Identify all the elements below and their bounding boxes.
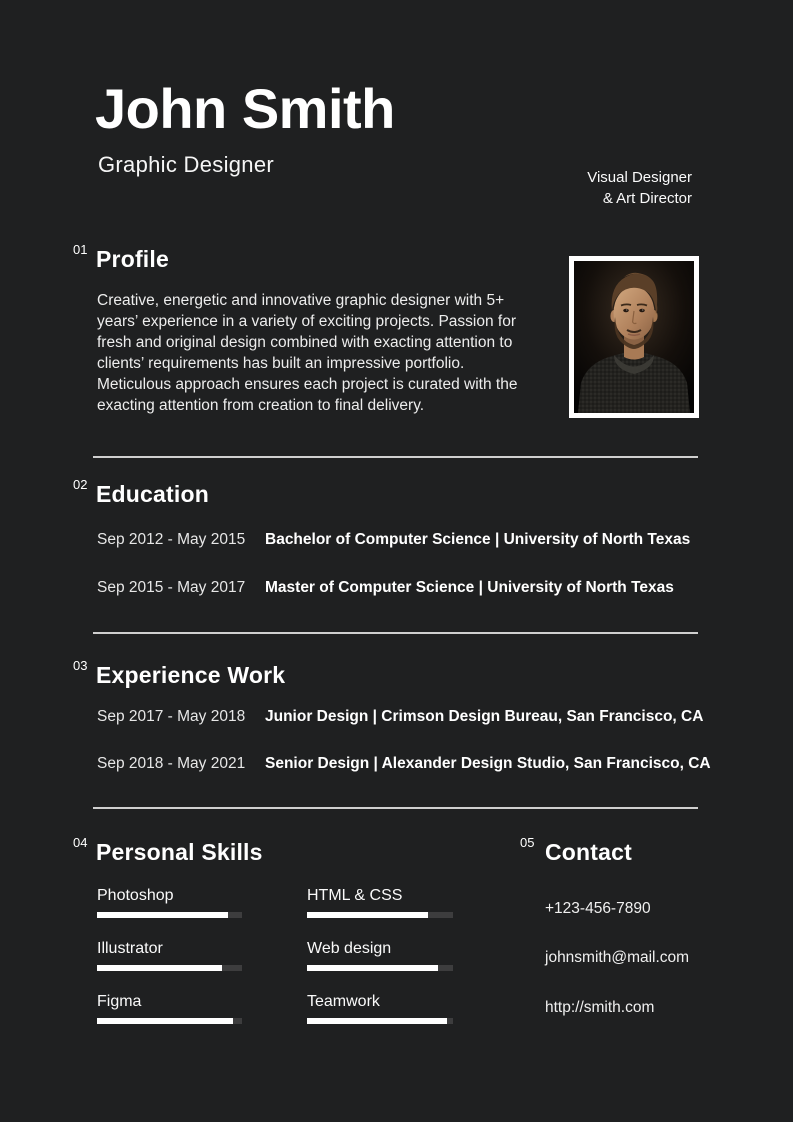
- divider: [93, 632, 698, 634]
- section-number-contact: 05: [520, 835, 535, 850]
- skill-bar-track: [97, 1018, 242, 1024]
- portrait-photo: [569, 256, 699, 418]
- divider: [93, 456, 698, 458]
- skill-bar-track: [307, 1018, 453, 1024]
- section-number-education: 02: [73, 477, 88, 492]
- skill-bar-fill: [97, 965, 222, 971]
- skill-bar-fill: [307, 912, 428, 918]
- experience-row: [97, 707, 717, 726]
- section-number-profile: 01: [73, 242, 88, 257]
- education-row: [97, 530, 717, 549]
- skills-column-left: [97, 886, 242, 1045]
- experience-row: [97, 754, 717, 773]
- skill-item: [307, 992, 453, 1024]
- experience-dates: Sep 2018 - May 2021: [97, 755, 246, 772]
- skill-bar-track: [307, 912, 453, 918]
- portrait-illustration: [574, 261, 694, 413]
- education-row: [97, 578, 717, 597]
- skill-item: [307, 886, 453, 918]
- skill-item: [97, 939, 242, 971]
- skill-item: [307, 939, 453, 971]
- skill-bar-track: [97, 965, 242, 971]
- skill-bar-track: [307, 965, 453, 971]
- person-role: Graphic Designer: [98, 152, 274, 177]
- experience-detail: Senior Design | Alexander Design Studio, San Francisco, CA: [265, 755, 711, 772]
- education-dates: Sep 2012 - May 2015: [97, 531, 246, 548]
- section-heading-profile: Profile: [96, 246, 169, 272]
- tagline-line-2: & Art Director: [602, 190, 692, 207]
- tagline: [587, 167, 692, 209]
- profile-text: Creative, energetic and innovative graphic designer with 5+ years’ experience in a variety of exciting projects. Passion for fresh and original design combined with exacting attention to clients’ requirements has built an impressive portfolio. Meticulous approach ensures each project is curated with the exacting attention from creation to final delivery.: [97, 292, 518, 414]
- skill-bar-track: [97, 912, 242, 918]
- divider: [93, 807, 698, 809]
- education-dates: Sep 2015 - May 2017: [97, 579, 246, 596]
- skill-bar-fill: [97, 912, 228, 918]
- tagline-line-1: Visual Designer: [587, 169, 692, 186]
- skill-label: Illustrator: [97, 940, 163, 957]
- skill-bar-fill: [307, 965, 438, 971]
- section-number-skills: 04: [73, 835, 88, 850]
- education-detail: Bachelor of Computer Science | University of North Texas: [265, 531, 691, 548]
- contact-website: http://smith.com: [545, 999, 655, 1016]
- skill-bar-fill: [307, 1018, 447, 1024]
- section-heading-education: Education: [96, 481, 209, 507]
- section-number-experience: 03: [73, 658, 88, 673]
- section-heading-contact: Contact: [545, 839, 633, 865]
- section-heading-skills: Personal Skills: [96, 839, 263, 865]
- skill-label: Teamwork: [307, 993, 380, 1010]
- experience-dates: Sep 2017 - May 2018: [97, 708, 246, 725]
- contact-phone: +123-456-7890: [545, 900, 651, 917]
- person-name: John Smith: [95, 77, 395, 140]
- contact-email: johnsmith@mail.com: [545, 949, 690, 966]
- skill-label: Photoshop: [97, 887, 174, 904]
- skills-column-right: [307, 886, 453, 1045]
- skill-label: HTML & CSS: [307, 887, 403, 904]
- education-detail: Master of Computer Science | University of North Texas: [265, 579, 674, 596]
- skill-item: [97, 886, 242, 918]
- experience-detail: Junior Design | Crimson Design Bureau, San Francisco, CA: [265, 708, 704, 725]
- skill-bar-fill: [97, 1018, 233, 1024]
- section-heading-experience: Experience Work: [96, 662, 286, 688]
- skill-label: Figma: [97, 993, 142, 1010]
- skill-item: [97, 992, 242, 1024]
- skill-label: Web design: [307, 940, 392, 957]
